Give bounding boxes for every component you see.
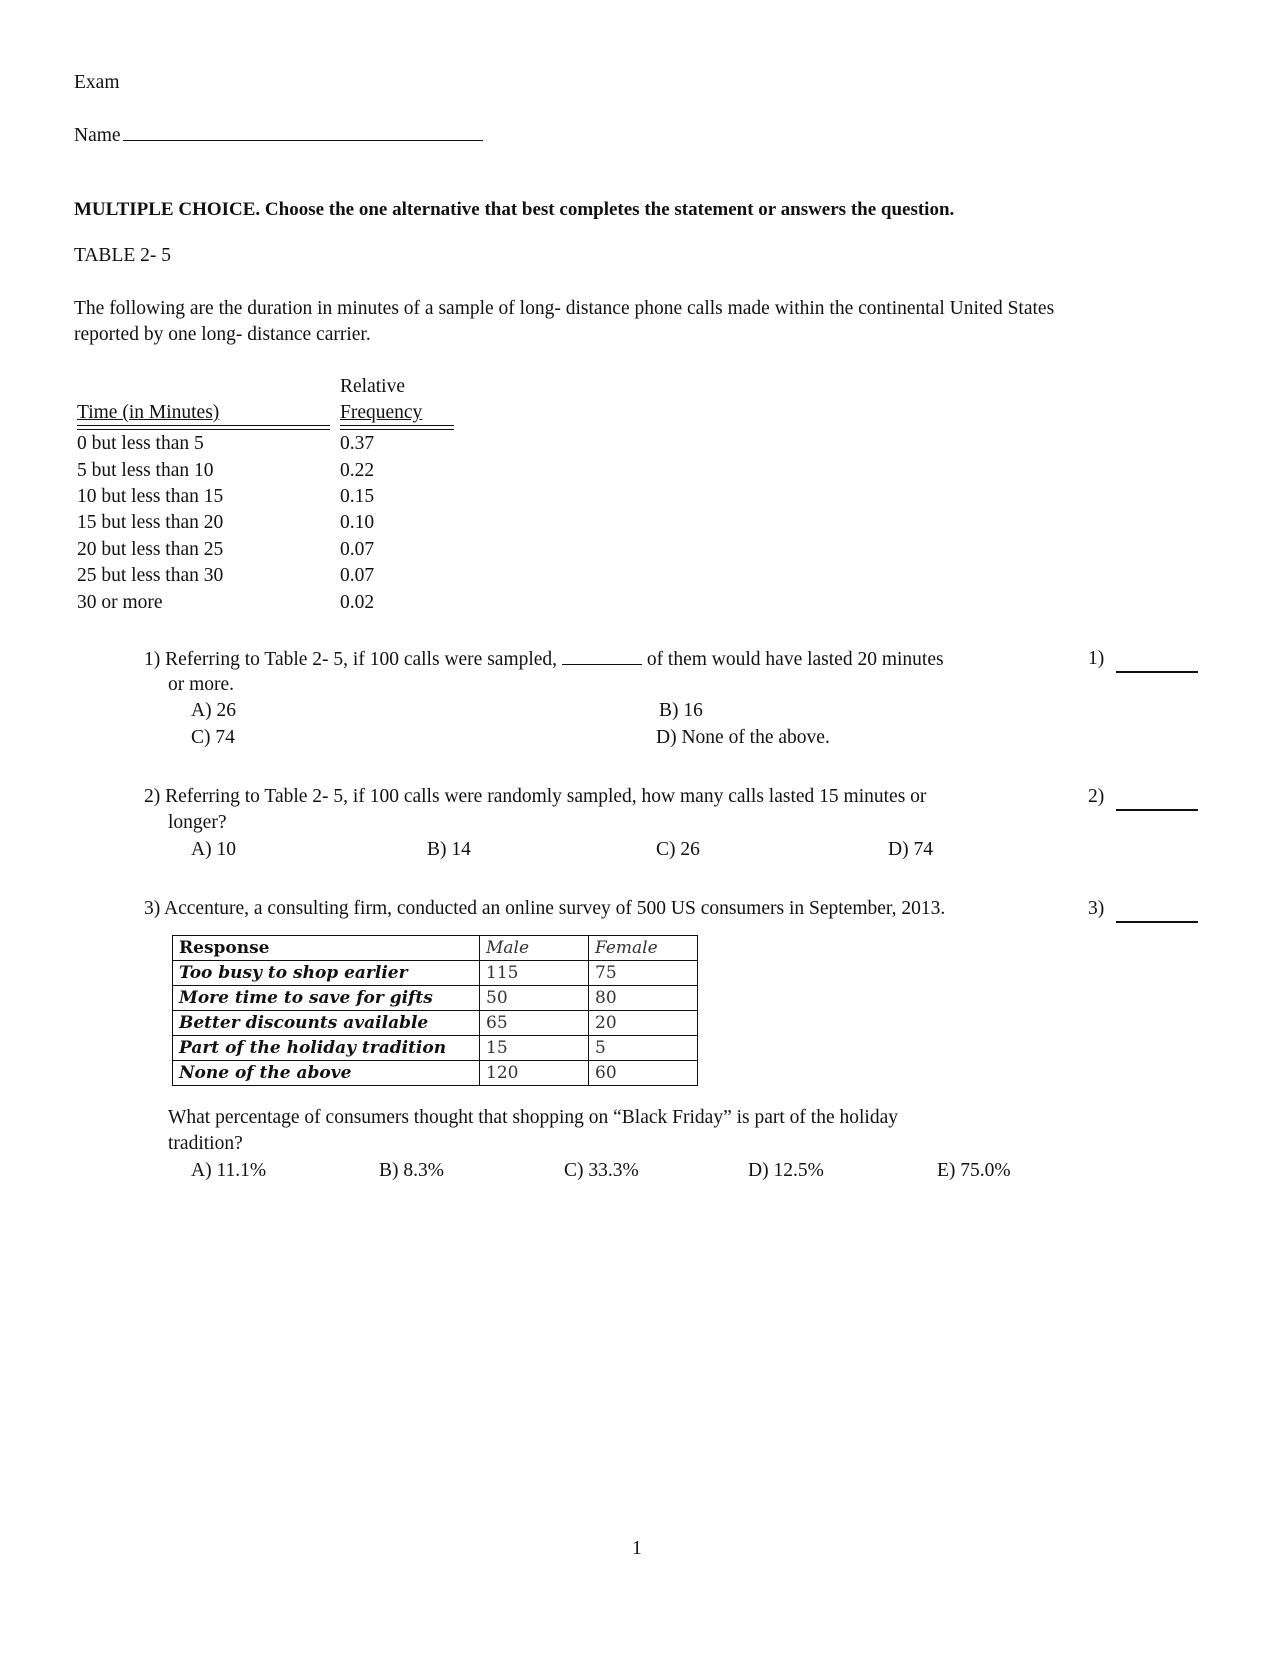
- survey-cell-female: 80: [589, 986, 698, 1011]
- q3-answer-blank[interactable]: [1116, 921, 1198, 923]
- q1-number: 1): [1088, 648, 1105, 669]
- table-intro-line1: The following are the duration in minutes of a sample of long- distance phone calls made within the continental United States: [74, 298, 1055, 319]
- survey-cell-response: Better discounts available: [173, 1011, 480, 1036]
- survey-row: [173, 961, 698, 986]
- table-title: TABLE 2- 5: [74, 245, 172, 266]
- q3-stem: 3) Accenture, a consulting firm, conducted an online survey of 500 US consumers in September, 2013.: [144, 898, 946, 919]
- survey-cell-female: 5: [589, 1036, 698, 1061]
- name-field[interactable]: [74, 122, 483, 147]
- q3-question-line1: What percentage of consumers thought that shopping on “Black Friday” is part of the holiday: [168, 1107, 898, 1128]
- freq-row-value: 0.10: [340, 512, 375, 533]
- q3-option-c[interactable]: C) 33.3%: [564, 1160, 639, 1181]
- survey-cell-response: More time to save for gifts: [173, 986, 480, 1011]
- exam-heading: Exam: [74, 72, 120, 93]
- freq-row-time: 10 but less than 15: [77, 486, 224, 507]
- freq-row-value: 0.07: [340, 565, 375, 586]
- table-intro-line2: reported by one long- distance carrier.: [74, 324, 371, 345]
- freq-row-value: 0.07: [340, 539, 375, 560]
- q2-option-b[interactable]: B) 14: [427, 839, 471, 860]
- q1-answer-blank[interactable]: [1116, 671, 1198, 673]
- header-rule-right-2: [340, 429, 454, 430]
- q2-stem-cont: longer?: [168, 812, 227, 833]
- survey-cell-response: None of the above: [173, 1061, 480, 1086]
- q2-number: 2): [1088, 786, 1105, 807]
- q1-stem: [144, 648, 944, 671]
- survey-header-response: Response: [173, 936, 480, 961]
- freq-row-time: 15 but less than 20: [77, 512, 224, 533]
- q1-stem-cont: or more.: [168, 674, 235, 695]
- survey-cell-response: Too busy to shop earlier: [173, 961, 480, 986]
- survey-cell-female: 60: [589, 1061, 698, 1086]
- survey-cell-female: 20: [589, 1011, 698, 1036]
- instructions: MULTIPLE CHOICE. Choose the one alternative that best completes the statement or answers the question.: [74, 199, 955, 220]
- q3-option-d[interactable]: D) 12.5%: [748, 1160, 824, 1181]
- name-label: Name: [74, 125, 121, 146]
- freq-row-value: 0.02: [340, 592, 375, 613]
- survey-header-female: Female: [589, 936, 698, 961]
- page-number: 1: [632, 1538, 642, 1559]
- survey-row: [173, 1036, 698, 1061]
- survey-header-male: Male: [480, 936, 589, 961]
- survey-cell-male: 50: [480, 986, 589, 1011]
- survey-cell-male: 120: [480, 1061, 589, 1086]
- header-rule-right: [340, 425, 454, 426]
- q3-question-line2: tradition?: [168, 1133, 243, 1154]
- survey-cell-response: Part of the holiday tradition: [173, 1036, 480, 1061]
- freq-row-time: 0 but less than 5: [77, 433, 204, 454]
- freq-header-frequency: Frequency: [340, 402, 423, 423]
- name-blank[interactable]: [123, 122, 483, 141]
- survey-cell-male: 115: [480, 961, 589, 986]
- freq-row-time: 5 but less than 10: [77, 460, 214, 481]
- header-rule-left: [77, 425, 330, 426]
- header-rule-left-2: [77, 429, 330, 430]
- freq-header-relative: Relative: [340, 376, 405, 397]
- q2-option-d[interactable]: D) 74: [888, 839, 933, 860]
- q1-option-b[interactable]: B) 16: [659, 700, 703, 721]
- q3-option-a[interactable]: A) 11.1%: [191, 1160, 267, 1181]
- freq-row-value: 0.15: [340, 486, 375, 507]
- q1-inline-blank: [562, 648, 642, 665]
- q2-option-c[interactable]: C) 26: [656, 839, 700, 860]
- survey-header-row: [173, 936, 698, 961]
- q1-option-c[interactable]: C) 74: [191, 727, 235, 748]
- freq-row-value: 0.22: [340, 460, 375, 481]
- survey-table: [172, 935, 698, 1086]
- q1-text-a: 1) Referring to Table 2- 5, if 100 calls were sampled,: [144, 649, 558, 670]
- survey-cell-female: 75: [589, 961, 698, 986]
- q3-number: 3): [1088, 898, 1105, 919]
- q3-option-e[interactable]: E) 75.0%: [937, 1160, 1011, 1181]
- survey-cell-male: 65: [480, 1011, 589, 1036]
- q1-option-d[interactable]: D) None of the above.: [656, 727, 830, 748]
- q2-answer-blank[interactable]: [1116, 809, 1198, 811]
- freq-row-time: 30 or more: [77, 592, 163, 613]
- q1-option-a[interactable]: A) 26: [191, 700, 236, 721]
- freq-row-value: 0.37: [340, 433, 375, 454]
- q3-option-b[interactable]: B) 8.3%: [379, 1160, 444, 1181]
- survey-row: [173, 1061, 698, 1086]
- freq-row-time: 25 but less than 30: [77, 565, 224, 586]
- survey-row: [173, 1011, 698, 1036]
- q2-stem: 2) Referring to Table 2- 5, if 100 calls were randomly sampled, how many calls lasted 15 minutes or: [144, 786, 927, 807]
- q2-option-a[interactable]: A) 10: [191, 839, 236, 860]
- q1-text-b: of them would have lasted 20 minutes: [646, 649, 944, 670]
- survey-cell-male: 15: [480, 1036, 589, 1061]
- survey-row: [173, 986, 698, 1011]
- freq-header-time: Time (in Minutes): [77, 402, 220, 423]
- freq-row-time: 20 but less than 25: [77, 539, 224, 560]
